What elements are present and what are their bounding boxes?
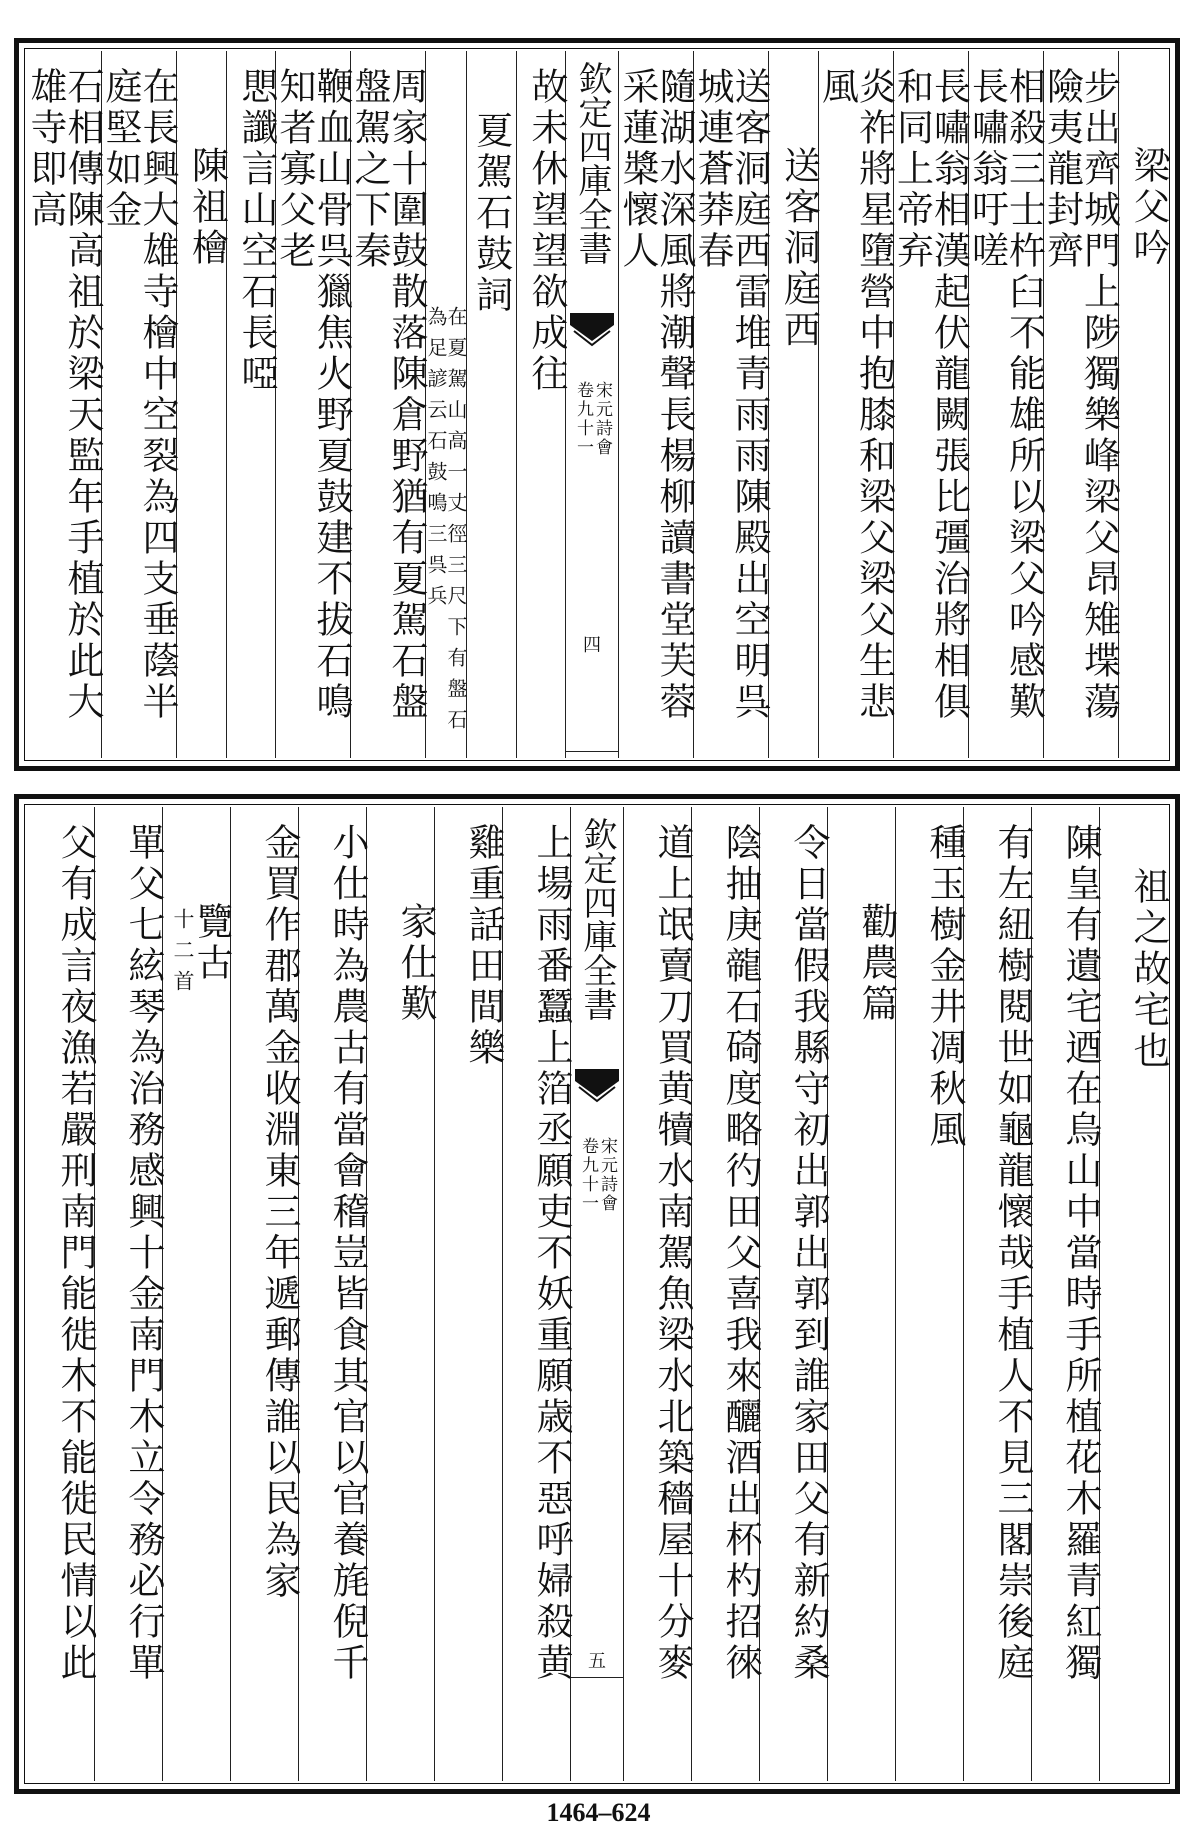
title-note-1: 在夏駕山高一丈徑三尺下有盤石為足諺云石鼓鳴三呉兵 xyxy=(424,306,468,740)
title-note: 十二首 xyxy=(171,908,195,1001)
top-col-10b-note xyxy=(425,51,466,758)
top-page-columns xyxy=(24,51,1170,758)
gutter-divider xyxy=(566,751,618,752)
bottom-col-1: 祖之故宅也 xyxy=(1099,807,1167,1781)
top-col-16: 石相傳陳高祖於梁天監年手植於此大雄寺即高 xyxy=(24,67,104,723)
gutter-meta xyxy=(574,381,610,457)
top-col-5: 炎祚將星墮營中抱膝和梁父梁父生悲風 xyxy=(818,51,893,758)
bottom-col-10: 雞重話田間樂 xyxy=(434,807,502,1781)
bottom-col-11-title: 家仕歎 xyxy=(366,807,434,1781)
bottom-col-15: 單父七絃琴為治務感興十金南門木立令務必行單 xyxy=(94,807,162,1781)
top-col-11: 周家十圍鼓散落陳倉野猶有夏駕石盤盤駕之下秦 xyxy=(350,51,425,758)
top-col-10-title xyxy=(466,51,516,758)
bottom-col-7: 陰抽庚㡣石碕度略彴田父喜我來釃酒出杯杓招徠 xyxy=(691,807,759,1781)
collection-name: 宋元詩會 xyxy=(592,381,612,457)
bottom-col-2: 陳皇有遺宅迺在烏山中當時手所植花木羅青紅獨 xyxy=(1031,807,1099,1781)
book-title: 欽定四庫全書 xyxy=(572,61,612,265)
page-number: 四 xyxy=(583,635,601,656)
book-title: 欽定四庫全書 xyxy=(577,817,617,1021)
bottom-col-13: 金買作郡萬金收淵東三年遞郵傳誰以民為家 xyxy=(230,807,298,1781)
bottom-col-6: 令日當假我縣守初出郭出郭到誰家田父有新約桑 xyxy=(759,807,827,1781)
bottom-col-14-title xyxy=(162,807,233,1781)
fish-tail-mark xyxy=(570,313,614,359)
bottom-col-8: 道上氓賣刀買黄犢水南駕魚梁水北築穡屋十分麥 xyxy=(623,807,691,1781)
bottom-gutter xyxy=(570,807,623,1781)
gutter-meta xyxy=(579,1137,615,1213)
top-col-8: 隨湖水深風將潮聲長楊柳讀書堂芙蓉采蓮槳懷人 xyxy=(618,51,693,758)
bottom-col-3: 有左紐樹閱世如龜龍懷哉手植人不見三閣崇後庭 xyxy=(963,807,1031,1781)
top-col-15: 在長興大雄寺檜中空裂為四支垂蔭半庭堅如金 xyxy=(101,51,176,758)
top-col-14-title: 陳祖檜 xyxy=(176,51,226,758)
poem-title: 夏駕石鼓詞 xyxy=(469,111,513,316)
bottom-page xyxy=(14,794,1180,1794)
top-col-7: 送客洞庭西雷堆青雨雨陳殿出空明呉城連蒼莽春 xyxy=(693,51,768,758)
top-col-13: 愳讖言山空石長啞 xyxy=(226,51,276,758)
collection-name: 宋元詩會 xyxy=(597,1137,617,1213)
bottom-col-16: 父有成言夜漁若嚴刑南門能徙木不能徙民情以此 xyxy=(54,823,97,1684)
top-gutter xyxy=(565,51,618,758)
volume-number: 卷九十一 xyxy=(573,381,593,457)
top-page xyxy=(14,38,1180,771)
top-col-3: 相殺三士杵臼不能雄所以梁父吟感歎長嘯翁吁嗟 xyxy=(968,51,1043,758)
top-col-2: 步出齊城門上陟獨樂峰梁父昂雉堞蕩險夷龍封齊 xyxy=(1043,51,1118,758)
bottom-col-9: 上場雨番蠶上箔丞願吏不妖重願歳不惡呼婦殺黄 xyxy=(502,807,570,1781)
top-col-6-title: 送客洞庭西 xyxy=(768,51,818,758)
bottom-col-4: 種玉樹金井凋秋風 xyxy=(895,807,963,1781)
poem-title: 覽古 xyxy=(190,902,233,984)
page-number: 五 xyxy=(588,1651,606,1672)
page-footer-number: 1464–624 xyxy=(546,1798,651,1827)
top-col-12: 鞭血山骨呉獵焦火野夏鼓建不拔石鳴知者寡父老 xyxy=(275,51,350,758)
bottom-page-columns xyxy=(27,807,1170,1781)
volume-number: 卷九十一 xyxy=(578,1137,598,1213)
bottom-col-5-title: 勸農篇 xyxy=(827,807,895,1781)
bottom-col-12: 小仕時為農古有當會稽豈皆食其官以官養旄倪千 xyxy=(298,807,366,1781)
top-col-4: 長嘯翁相漢起伏龍闕張比彊治將相俱和同上帝弃 xyxy=(893,51,968,758)
top-col-9: 故未休望望欲成往 xyxy=(516,51,566,758)
top-col-1-title: 梁父吟 xyxy=(1118,51,1168,758)
fish-tail-mark xyxy=(575,1069,619,1115)
gutter-divider xyxy=(571,1677,623,1678)
